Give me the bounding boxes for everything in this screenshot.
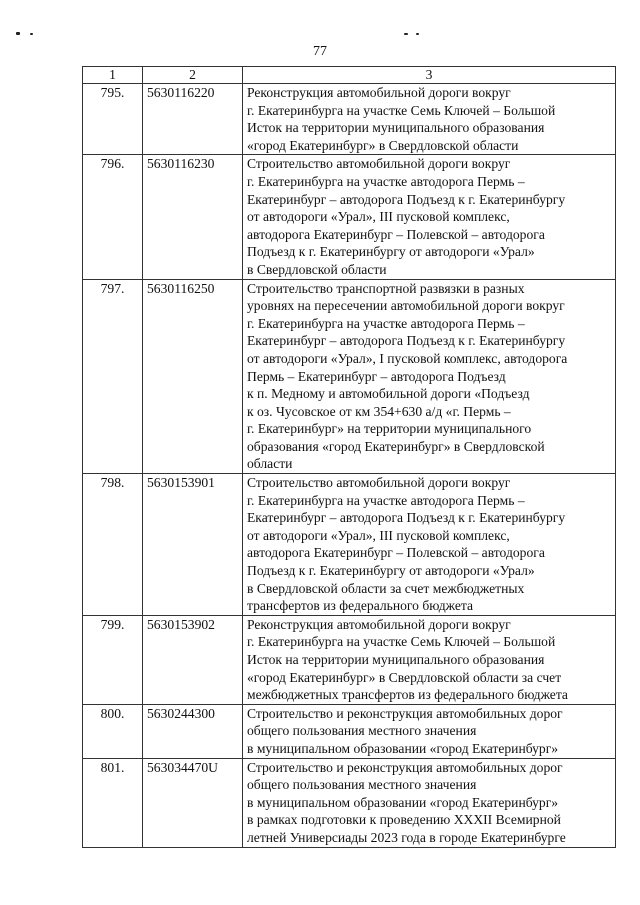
item-description [243, 758, 616, 847]
row-number: 798. [83, 474, 143, 616]
table-body [83, 84, 616, 848]
description-line: в рамках подготовки к проведению XXXII Всемирной [247, 812, 561, 828]
header-col-2: 2 [143, 67, 243, 84]
description-line: уровнях на пересечении автомобильной дороги вокруг [247, 298, 565, 314]
description-line: в Свердловской области за счет межбюджетных [247, 580, 525, 596]
description-line: Екатеринбург – автодорога Подъезд к г. Екатеринбургу [247, 333, 566, 349]
description-line: от автодороги «Урал», III пусковой комплекс, [247, 209, 510, 225]
description-line: Подъезд к г. Екатеринбургу от автодороги «Урал» [247, 244, 535, 260]
description-line: Екатеринбург – автодорога Подъезд к г. Екатеринбургу [247, 191, 566, 207]
description-line: общего пользования местного значения [247, 777, 477, 793]
description-line: Пермь – Екатеринбург – автодорога Подъезд [247, 368, 506, 384]
description-line: летней Универсиады 2023 года в городе Екатеринбурге [247, 829, 566, 845]
budget-code: 5630153902 [143, 615, 243, 704]
table-row [83, 279, 616, 474]
description-line: Исток на территории муниципального образования [247, 652, 545, 667]
budget-code: 563034470U [143, 758, 243, 847]
description-line: образования «город Екатеринбург» в Свердловской [247, 438, 545, 454]
description-line: Строительство и реконструкция автомобильных дорог [247, 759, 563, 775]
table-row [83, 758, 616, 847]
table-row [83, 474, 616, 616]
description-line: Подъезд к г. Екатеринбургу от автодороги «Урал» [247, 563, 535, 579]
row-number: 801. [83, 758, 143, 847]
header-row [83, 67, 616, 84]
description-line: к п. Медному и автомобильной дороги «Подъезд [247, 386, 530, 402]
item-description [243, 84, 616, 155]
description-line: межбюджетных трансфертов из федерального бюджета [247, 687, 568, 703]
scan-speck [16, 32, 20, 35]
row-number: 795. [83, 84, 143, 155]
description-line: Строительство и реконструкция автомобильных дорог [247, 705, 563, 721]
description-line: к оз. Чусовское от км 354+630 а/д «г. Пермь – [247, 403, 511, 419]
table-row [83, 704, 616, 758]
table-row [83, 155, 616, 279]
description-line: Реконструкция автомобильной дороги вокруг [247, 85, 511, 100]
page-number: 77 [313, 44, 327, 59]
budget-code: 5630153901 [143, 474, 243, 616]
scan-speck [416, 33, 419, 35]
description-line: г. Екатеринбурга на участке автодорога Пермь – [247, 492, 525, 508]
description-line: Строительство автомобильной дороги вокруг [247, 475, 511, 491]
description-line: области [247, 456, 293, 472]
item-description [243, 279, 616, 474]
description-line: Строительство транспортной развязки в разных [247, 280, 525, 296]
budget-code: 5630116220 [143, 84, 243, 155]
budget-items-table [82, 66, 616, 848]
budget-code: 5630116230 [143, 155, 243, 279]
scan-speck [30, 33, 33, 35]
header-col-1: 1 [83, 67, 143, 84]
row-number: 797. [83, 279, 143, 474]
description-line: г. Екатеринбурга на участке Семь Ключей – Большой [247, 634, 556, 650]
description-line: от автодороги «Урал», III пусковой комплекс, [247, 527, 510, 543]
description-line: в муниципальном образовании «город Екатеринбург» [247, 740, 559, 756]
description-line: общего пользования местного значения [247, 723, 477, 739]
table-header [83, 67, 616, 84]
description-line: «город Екатеринбург» в Свердловской области [247, 137, 519, 153]
description-line: г. Екатеринбурга на участке автодорога Пермь – [247, 315, 525, 331]
description-line: г. Екатеринбург» на территории муниципального [247, 421, 532, 437]
description-line: автодорога Екатеринбург – Полевской – автодорога [247, 545, 545, 561]
description-line: г. Екатеринбурга на участке Семь Ключей – Большой [247, 102, 556, 118]
description-line: Екатеринбург – автодорога Подъезд к г. Екатеринбургу [247, 510, 566, 526]
budget-code: 5630116250 [143, 279, 243, 474]
description-line: в Свердловской области [247, 261, 387, 277]
description-line: от автодороги «Урал», I пусковой комплекс, автодорога [247, 350, 568, 366]
description-line: Строительство автомобильной дороги вокруг [247, 156, 511, 172]
budget-code: 5630244300 [143, 704, 243, 758]
row-number: 796. [83, 155, 143, 279]
description-line: автодорога Екатеринбург – Полевской – автодорога [247, 226, 545, 242]
description-line: Исток на территории муниципального образования [247, 120, 545, 136]
table-row [83, 615, 616, 704]
row-number: 799. [83, 615, 143, 704]
header-col-3: 3 [243, 67, 616, 84]
item-description [243, 615, 616, 704]
description-line: Реконструкция автомобильной дороги вокруг [247, 616, 511, 632]
table-row [83, 84, 616, 155]
description-line: «город Екатеринбург» в Свердловской области за счет [247, 669, 562, 685]
description-line: г. Екатеринбурга на участке автодорога Пермь – [247, 173, 525, 189]
description-line: в муниципальном образовании «город Екатеринбург» [247, 794, 559, 810]
scan-speck [404, 33, 408, 35]
item-description [243, 155, 616, 279]
item-description [243, 704, 616, 758]
row-number: 800. [83, 704, 143, 758]
item-description [243, 474, 616, 616]
description-line: трансфертов из федерального бюджета [247, 598, 474, 614]
